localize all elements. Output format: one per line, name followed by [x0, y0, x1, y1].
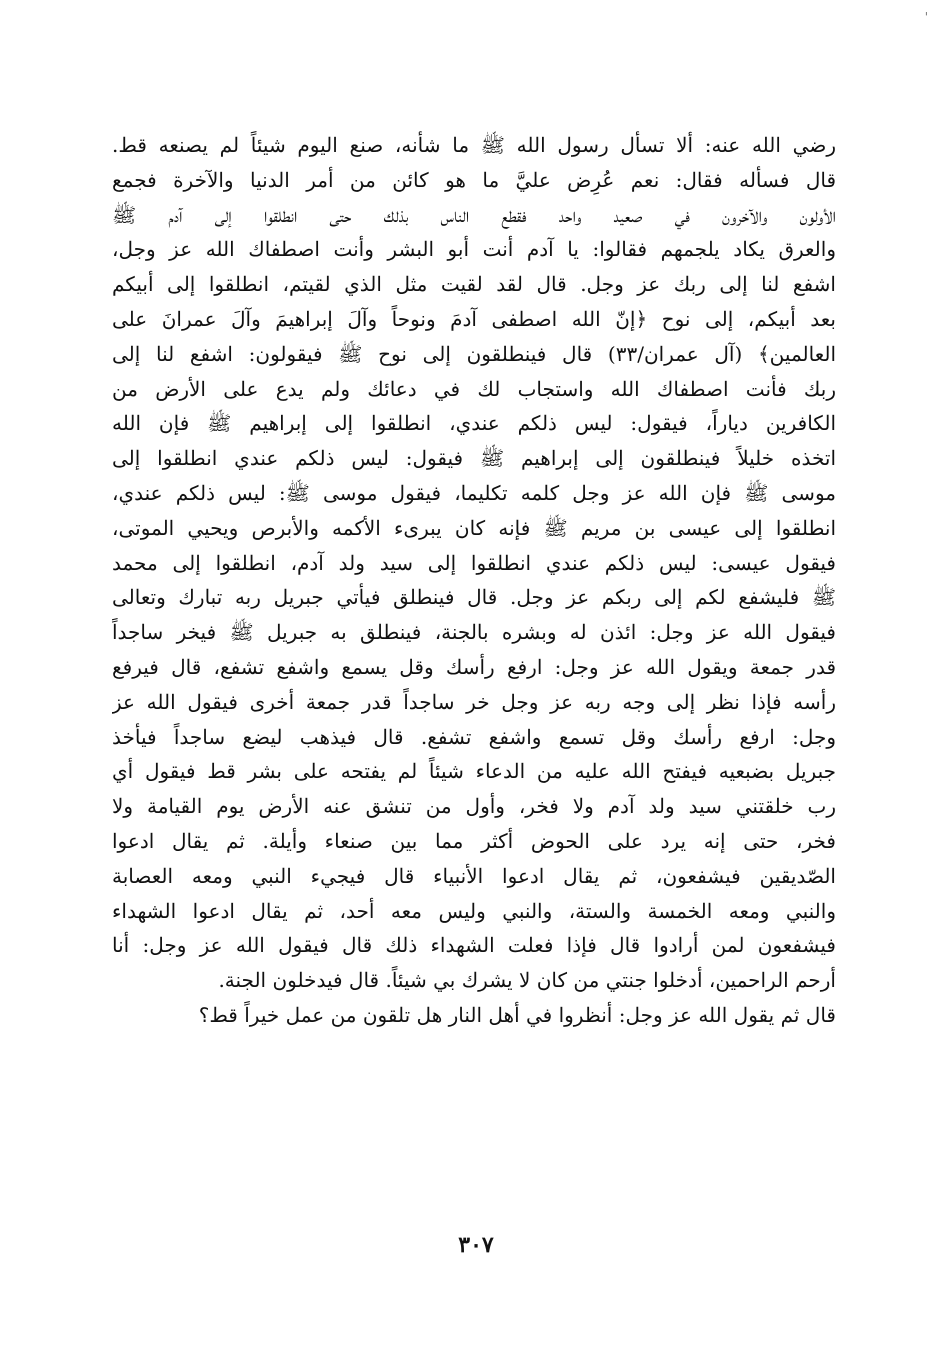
page-number: ٣٠٧ — [458, 1232, 494, 1258]
text-line: رأسه فإذا نظر إلى وجه ربه عز وجل خر ساجداً قدر جمعة أخرى فيقول الله عز — [112, 689, 836, 714]
text-line: العالمين﴾ (آل عمران/٣٣) قال فينطلقون إلى نوح ﷺ فيقولون: اشفع لنا إلى — [112, 341, 836, 366]
text-line: والعرق يكاد يلجمهم فقالوا: يا آدم أنت أبو البشر وأنت اصطفاك الله عز وجل، — [112, 237, 836, 262]
text-line: رب خلقتني سيد ولد آدم ولا فخر، وأول من تنشق عنه الأرض يوم القيامة ولا — [112, 794, 836, 819]
text-line: ﷺ فليشفع لكم إلى ربكم عز وجل. قال فينطلق فيأتي جبريل ربه تبارك وتعالى — [112, 585, 836, 610]
text-line: فيقول الله عز وجل: ائذن له وبشره بالجنة، فينطلق به جبريل ﷺ فيخر ساجداً — [112, 620, 836, 645]
text-line: وجل: ارفع رأسك وقل تسمع واشفع تشفع. قال فيذهب ليضع ساجداً فيأخذ — [112, 724, 836, 749]
text-line: ربك فأنت اصطفاك الله واستجاب لك في دعائك ولم يدع على الأرض من — [112, 376, 836, 401]
text-line: فيقول عيسى: ليس ذلكم عندي انطلقوا إلى سيد ولد آدم، انطلقوا إلى محمد — [112, 550, 836, 575]
text-line: قال فسأله فقال: نعم عُرِض عليَّ ما هو كائن من أمر الدنيا والآخرة فجمع — [112, 167, 836, 192]
text-line: اتخذه خليلاً فينطلقون إلى إبراهيم ﷺ فيقول: ليس ذلكم عندي انطلقوا إلى — [112, 446, 836, 471]
text-line: بعد أبيكم، إلى نوح ﴿إنّ الله اصطفى آدمَ ونوحاً وآلَ إبراهيمَ وآلَ عمرانَ على — [112, 306, 836, 331]
text-line: اشفع لنا إلى ربك عز وجل. قال لقد لقيت مثل الذي لقيتم، انطلقوا إلى أبيكم — [112, 272, 836, 297]
text-line: رضي الله عنه: ألا تسأل رسول الله ﷺ ما شأنه، صنع اليوم شيئاً لم يصنعه قط. — [112, 133, 836, 157]
text-line: الكافرين دياراً، فيقول: ليس ذلكم عندي، انطلقوا إلى إبراهيم ﷺ فإن الله — [112, 411, 836, 436]
text-line: فخر، حتى إنه يرد على الحوض أكثر مما بين صنعاء وأيلة. ثم يقال ادعوا — [112, 828, 836, 853]
text-line: أرحم الراحمين، أدخلوا جنتي من كان لا يشرك بي شيئاً. قال فيدخلون الجنة. — [218, 968, 836, 993]
text-line: موسى ﷺ فإن الله عز وجل كلمه تكليما، فيقول موسى ﷺ: ليس ذلكم عندي، — [112, 480, 836, 505]
text-line: الأولون والآخرون في صعيد واحد فقطع الناس بذلك حتى انطلقوا إلى آدم ﷺ — [112, 202, 836, 227]
text-line: انطلقوا إلى عيسى بن مريم ﷺ فإنه كان يبرىء الأكمه والأبرص ويحيي الموتى، — [112, 515, 836, 540]
text-line: قدر جمعة ويقول الله عز وجل: ارفع رأسك وقل يسمع واشفع تشفع، قال فيرفع — [112, 654, 836, 679]
text-line: قال ثم يقول الله عز وجل: أنظروا في أهل النار هل تلقون من عمل خيراً قط؟ — [198, 1002, 836, 1027]
corner-mark: ' — [924, 10, 928, 24]
text-line: جبريل بضبعيه فيفتح الله عليه من الدعاء شيئاً لم يفتحه على بشر قط فيقول أي — [112, 759, 836, 784]
text-line: الصّديقين فيشفعون، ثم يقال ادعوا الأنبياء قال فيجيء النبي ومعه العصابة — [112, 863, 836, 888]
text-line: فيشفعون لمن أرادوا قال فإذا فعلت الشهداء ذلك قال فيقول الله عز وجل: أنا — [112, 933, 836, 958]
text-line: والنبي ومعه الخمسة والستة، والنبي وليس معه أحد، ثم يقال ادعوا الشهداء — [112, 898, 836, 923]
body-text — [112, 128, 836, 1033]
